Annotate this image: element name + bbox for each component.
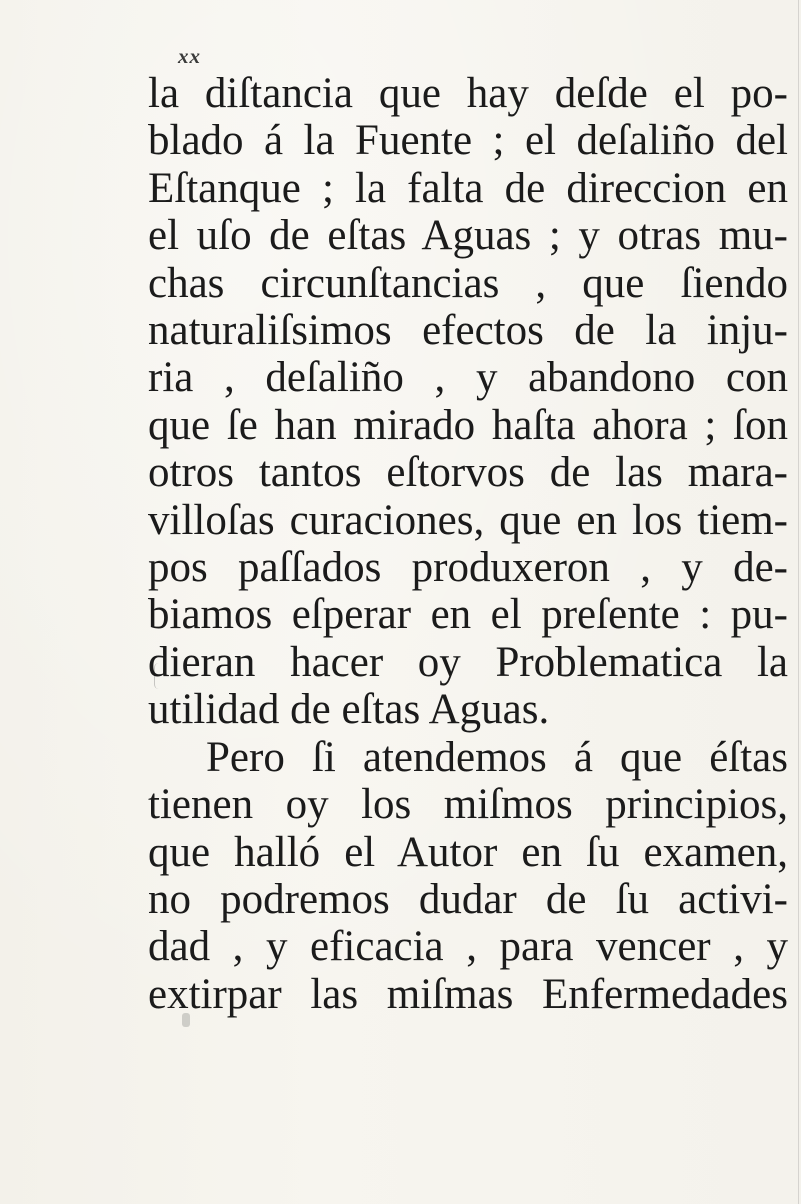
text-line: la diſtancia que hay deſde el po-	[148, 70, 788, 117]
text-line: naturaliſsimos efectos de la inju-	[148, 307, 788, 355]
text-line: ria , deſaliño , y abandono con	[148, 354, 788, 402]
text-line: utilidad de eſtas Aguas.	[148, 686, 550, 734]
text-line: dad , y eficacia , para vencer , y	[148, 923, 788, 971]
text-line: biamos eſperar en el preſente : pu-	[148, 591, 788, 639]
text-line: no podremos dudar de ſu activi-	[148, 875, 788, 923]
text-line: chas circunſtancias , que ſiendo	[148, 259, 788, 307]
text-line: el uſo de eſtas Aguas ; y otras mu-	[148, 212, 788, 260]
text-line: extirpar las miſmas Enfermedades	[148, 970, 788, 1018]
text-line: otros tantos eſtorvos de las mara-	[148, 449, 788, 497]
text-line: pos paſſados produxeron , y de-	[148, 544, 788, 592]
text-line: que halló el Autor en ſu examen,	[148, 828, 788, 876]
text-line: Pero ſi atendemos á que éſtas	[206, 733, 788, 781]
text-line: tienen oy los miſmos principios,	[148, 781, 788, 829]
text-line: blado á la Fuente ; el deſaliño del	[148, 117, 788, 165]
body-text	[148, 70, 788, 1018]
text-line: que ſe han mirado haſta ahora ; ſon	[148, 401, 788, 449]
text-line: Eſtanque ; la falta de direccion en	[148, 164, 788, 212]
signature-mark: xx	[178, 44, 201, 68]
text-line: villoſas curaciones, que en los tiem-	[148, 496, 788, 544]
page-edge-line	[798, 0, 799, 1204]
text-line: dieran hacer oy Problematica la	[148, 638, 788, 686]
